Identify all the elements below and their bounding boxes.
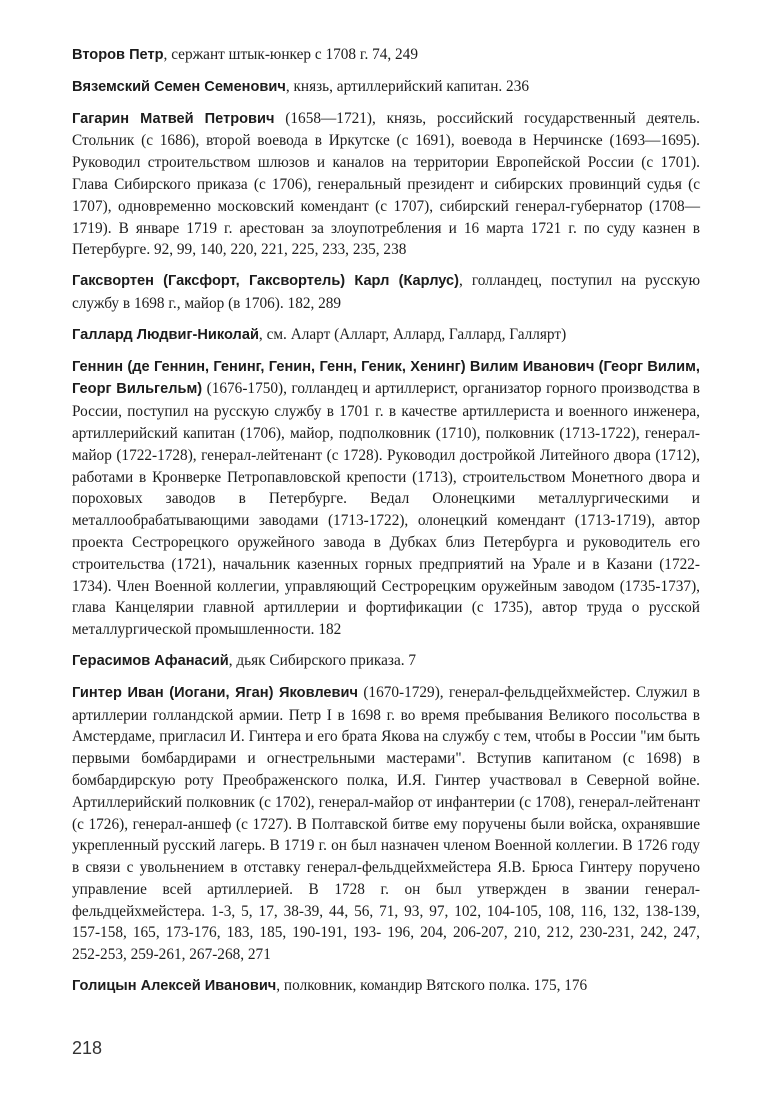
entry-text: , сержант штык-юнкер с 1708 г. 74, 249	[163, 46, 418, 63]
entry-text: , дьяк Сибирского приказа. 7	[228, 651, 417, 669]
index-entry	[72, 975, 700, 998]
index-entries	[72, 44, 700, 1007]
entry-name: Гагарин Матвей Петрович	[72, 110, 275, 127]
entry-text: (1658—1721), князь, российский государственный деятель. Стольник (с 1686), второй воевода в Иркутске (с 1691), воевода в Нерчинске (1693—1695). Руководил строительством шлюзов и каналов на территории Европейской России (с 1701). Глава Сибирского приказа (с 1706), генеральный президент и сибирских провинций судья (с 1707), одновременно московский комендант (с 1707), сибирский генерал-губернатор (1708—1719). В январе 1719 г. арестован за злоупотребления и 16 марта 1721 г. по суду казнен в Петербурге. 92, 99, 140, 220, 221, 225, 233, 235, 238	[72, 109, 700, 259]
entry-text: , голландец, поступил на русскую службу в 1698 г., майор (в 1706). 182, 289	[72, 272, 701, 312]
index-entry	[72, 650, 700, 673]
entry-text: , полковник, командир Вятского полка. 175, 176	[276, 977, 588, 995]
page-number: 218	[72, 1038, 103, 1058]
index-entry	[72, 108, 700, 262]
entry-name: Голицын Алексей Иванович	[72, 978, 277, 995]
entry-name: Второв Петр	[72, 47, 164, 63]
index-entry	[72, 356, 700, 641]
entry-name: Герасимов Афанасий	[72, 652, 229, 669]
entry-name: Геннин (де Геннин, Генинг, Генин, Генн, Геник, Хенинг) Вилим Иванович (Георг Вилим, Георг Вильгельм)	[72, 358, 700, 398]
index-entry	[72, 682, 700, 966]
index-entry	[72, 270, 700, 315]
index-entry	[72, 324, 700, 347]
entry-name: Галлард Людвиг-Николай	[72, 326, 259, 343]
entry-name: Вяземский Семен Семенович	[72, 78, 286, 95]
entry-text: (1676-1750), голландец и артиллерист, организатор горного производства в России, поступил на русскую службу в 1701 г. в качестве артиллериста и военного инженера, артиллерийский капитан (1706), майор, подполковник (1710), полковник (1713-1722), генерал-майор (1722-1728), генерал-лейтенант (с 1728). Руководил достройкой Литейного двора (1712), работами в Кронверке Петропавловской крепости (1713), строительством Монетного двора и пороховых заводов в Петербурге. Ведал Олонецкими металлургическими и металлообрабатывающими заводами (1713-1722), олонецкий комендант (1713-1719), автор проекта Сестрорецкого оружейного завода в Дубках близ Петербурга и руководитель его строительства (1721), начальник казенных горных предприятий на Урале и в Казани (1722-1734). Член Военной коллегии, управляющий Сестрорецким оружейным заводом (1735-1737), глава Канцелярии главной артиллерии и фортификации (с 1735), автор труда о русской металлургической промышленности. 182	[72, 380, 700, 639]
entry-text: (1670-1729), генерал-фельдцейхмейстер. Служил в артиллерии голландской армии. Петр I в 1698 г. во время пребывания Великого посольства в Амстердаме, пригласил И. Гинтера и его брата Якова на службу с тем, чтобы в России "им быть первыми бомбардирами и огнестрельными мастерами". Вступив капитаном (с 1698) в бомбардирскую роту Преображенского полка, И.Я. Гинтер участвовал в Северной войне. Артиллерийский полковник (с 1702), генерал-майор от инфантерии (с 1708), генерал-лейтенант (с 1726), генерал-аншеф (с 1727). В Полтавской битве ему поручены были войска, охранявшие укрепленный русский лагерь. В 1719 г. он был назначен членом Военной коллегии. В 1726 году в связи с увольнением в отставку генерал-фельдцейхмейстера Я.В. Брюса Гинтеру поручено управление всей артиллерией. В 1728 г. он был утвержден в звании генерал-фельдцейхмейстера. 1-3, 5, 17, 38-39, 44, 56, 71, 93, 97, 102, 104-105, 108, 116, 132, 138-139, 157-158, 165, 173-176, 183, 185, 190-191, 193- 196, 204, 206-207, 210, 212, 230-231, 242, 247, 252-253, 259-261, 267-268, 271	[72, 683, 700, 964]
entry-name: Гинтер Иван (Иогани, Яган) Яковлевич	[72, 684, 358, 701]
entry-text: , см. Аларт (Алларт, Аллард, Галлард, Галлярт)	[258, 325, 567, 343]
entry-name: Гаксвортен (Гаксфорт, Гаксвортель) Карл (Карлус)	[72, 273, 460, 290]
entry-text: , князь, артиллерийский капитан. 236	[285, 77, 530, 95]
index-entry	[72, 44, 700, 67]
index-entry	[72, 76, 700, 99]
